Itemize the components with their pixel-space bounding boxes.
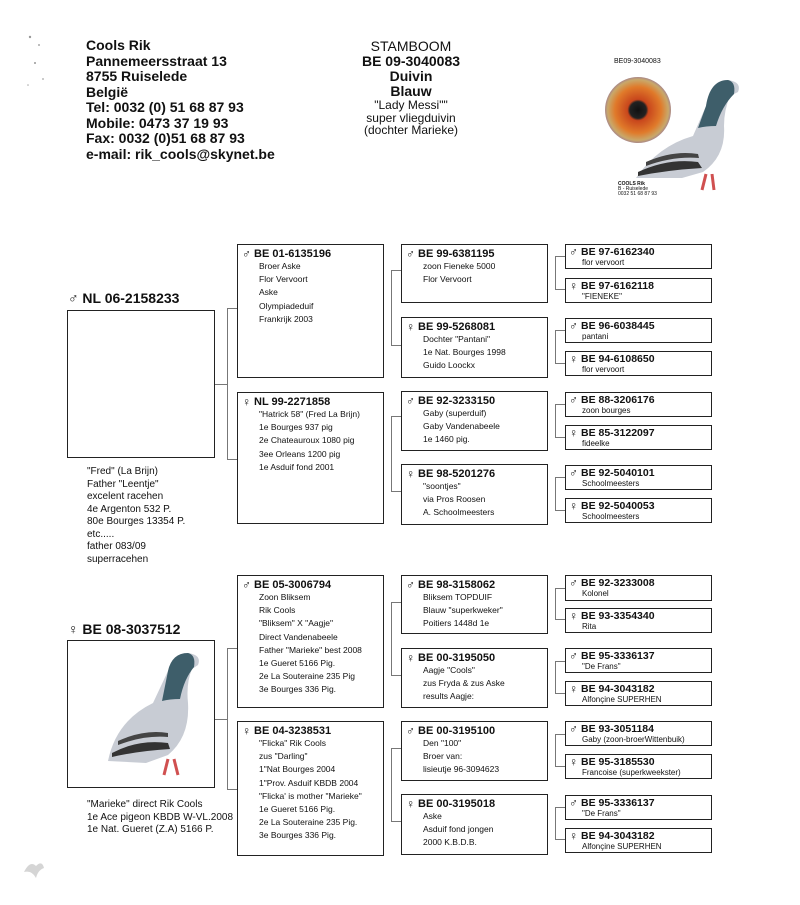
photo-brand: COOLS Rik [618,181,645,187]
dam-info: "Marieke" direct Rik Cools 1e Ace pigeon KBDB W-VL.2008 1e Nat. Gueret (Z.A) 5166 P. [87,799,234,835]
gen4-ring: BE 93-3354340 [581,610,655,622]
pigeon-photo [598,54,748,204]
gen4-ring: BE 85-3122097 [581,427,655,439]
breeder-city: 8755 Ruiselede [86,68,188,84]
sire-connector [227,308,237,460]
g2-connector-2 [391,416,401,492]
dam-photo [67,640,215,788]
gen4-box-9: ♂ BE 92-3233008 Kolonel [565,575,712,601]
female-symbol-icon: ♀ [68,621,79,637]
gen4-ring: BE 94-3043182 [581,683,655,695]
gen4-box-8: ♀ BE 92-5040053 Schoolmeesters [565,498,712,523]
gen3-box-1: ♂ BE 99-6381195 zoon Fieneke 5000 Flor Vervoort [401,244,548,303]
male-symbol-icon: ♂ [569,795,578,810]
gen2-box-1: ♂ BE 01-6135196 Broer Aske Flor Vervoort Aske Olympiadeduif Frankrijk 2003 [237,244,384,378]
watermark-logo [22,858,46,885]
breeder-mobile: Mobile: 0473 37 19 93 [86,114,229,131]
gen3-box-6: ♀ BE 00-3195050 Aagje "Cools" zus Fryda & zus Aske results Aagje: [401,648,548,708]
breeder-email: e-mail: rik_cools@skynet.be [86,145,275,162]
gen4-box-2: ♀ BE 97-6162118 "FIENEKE" [565,278,712,303]
sire-tick [215,384,227,385]
scan-speckles [25,33,55,93]
gen3-box-5: ♂ BE 98-3158062 Bliksem TOPDUIF Blauw "superkweker" Poitiers 1448d 1e [401,575,548,634]
female-symbol-icon: ♀ [569,498,578,513]
gen3-box-3: ♂ BE 92-3233150 Gaby (superduif) Gaby Vandenabeele 1e 1460 pig. [401,391,548,451]
g3-connector-1 [555,256,565,290]
gen4-ring: BE 88-3206176 [581,394,655,406]
gen4-ring: BE 97-6162340 [581,246,655,258]
pedigree-header [326,39,496,137]
dam-tick [215,719,227,720]
male-symbol-icon: ♂ [569,318,578,333]
gen4-box-11: ♂ BE 95-3336137 "De Frans" [565,648,712,673]
gen3-ring: BE 98-3158062 [418,579,496,591]
female-symbol-icon: ♀ [242,394,251,409]
gen3-ring: BE 92-3233150 [418,395,496,407]
gen4-box-14: ♀ BE 95-3185530 Francoise (superkweekster) [565,754,712,779]
breeder-tel: Tel: 0032 (0) 51 68 87 93 [86,99,244,115]
gen4-ring: BE 92-3233008 [581,577,655,589]
gen2-box-3: ♂ BE 05-3006794 Zoon Bliksem Rik Cools "Bliksem" X "Aagje" Direct Vandenabeele Father "Marieke" best 2008 1e Gueret 5166 Pig. 2e La Souteraine 235 Pig 3e Bourges 336 Pig. [237,575,384,708]
male-symbol-icon: ♂ [242,577,251,592]
gen3-box-7: ♂ BE 00-3195100 Den "100" Broer van: lisieutje 96-3094623 [401,721,548,781]
pigeon-desc-2: (dochter Marieke) [363,123,459,137]
female-symbol-icon: ♀ [569,681,578,696]
sire-ring: ♂ NL 06-2158233 [68,290,180,306]
pedigree-title: STAMBOOM [370,38,452,54]
pigeon-image [68,641,213,786]
gen2-ring: BE 05-3006794 [254,579,332,591]
sire-info: "Fred" (La Brijn) Father "Leentje" excelent racehen 4e Argenton 532 P. 80e Bourges 13354 P. etc..... father 083/09 superracehen [87,466,186,565]
gen4-box-3: ♂ BE 96-6038445 pantani [565,318,712,343]
gen4-box-12: ♀ BE 94-3043182 Alfonçine SUPERHEN [565,681,712,706]
female-symbol-icon: ♀ [242,723,251,738]
g3-connector-4 [555,477,565,511]
female-symbol-icon: ♀ [406,796,415,811]
gen4-ring: BE 93-3051184 [581,723,654,735]
male-symbol-icon: ♂ [68,290,79,306]
breeder-fax: Fax: 0032 (0)51 68 87 93 [86,130,245,146]
pigeon-desc-1: super vliegduivin [366,110,456,125]
breeder-country: België [86,83,129,100]
gen4-box-10: ♀ BE 93-3354340 Rita [565,608,712,633]
pigeon-color: Blauw [390,83,432,99]
breeder-contact [86,38,275,162]
gen4-ring: BE 95-3336137 [581,797,655,809]
g3-connector-2 [555,330,565,364]
breeder-name: Cools Rik [86,37,151,53]
gen3-ring: BE 00-3195050 [418,652,496,664]
gen3-box-2: ♀ BE 99-5268081 Dochter "Pantani" 1e Nat. Bourges 1998 Guido Loockx [401,317,548,378]
g2-connector-4 [391,748,401,822]
gen2-box-4: ♀ BE 04-3238531 "Flicka" Rik Cools zus "Darling" 1"Nat Bourges 2004 1"Prov. Asduif KBDB 2004 "Flicka' is mother "Marieke" 1e Gueret 5166 Pig. 2e La Souteraine 235 Pig. 3e Bourges 336 Pig. [237,721,384,856]
gen2-box-2: ♀ NL 99-2271858 "Hatrick 58" (Fred La Brijn) 1e Bourges 937 pig 2e Chateauroux 1080 pig 3ee Orleans 1200 pig 1e Asduif fond 2001 [237,392,384,524]
pigeon-nickname: "Lady Messi"" [374,98,448,112]
photo-brand-phone: 0032 51 68 87 93 [618,191,657,197]
male-symbol-icon: ♂ [569,244,578,259]
female-symbol-icon: ♀ [569,608,578,623]
female-symbol-icon: ♀ [569,828,578,843]
gen4-box-1: ♂ BE 97-6162340 flor vervoort [565,244,712,269]
gen4-ring: BE 94-6108650 [581,353,655,365]
photo-ring-caption: BE09-3040083 [614,58,661,65]
g3-connector-8 [555,807,565,840]
g3-connector-5 [555,588,565,620]
gen2-ring: BE 01-6135196 [254,248,332,260]
male-symbol-icon: ♂ [406,723,415,738]
gen4-ring: BE 95-3185530 [581,756,655,768]
gen3-ring: BE 00-3195100 [418,725,496,737]
gen3-ring: BE 98-5201276 [418,468,496,480]
sire-photo-placeholder [67,310,215,458]
male-symbol-icon: ♂ [406,393,415,408]
female-symbol-icon: ♀ [406,650,415,665]
gen3-ring: BE 99-5268081 [418,321,496,333]
g2-connector-3 [391,602,401,676]
gen2-ring: BE 04-3238531 [254,725,332,737]
gen4-ring: BE 92-5040101 [581,467,655,479]
gen4-ring: BE 96-6038445 [581,320,655,332]
pigeon-sex: Duivin [389,68,433,84]
female-symbol-icon: ♀ [569,425,578,440]
female-symbol-icon: ♀ [569,278,578,293]
gen4-box-5: ♂ BE 88-3206176 zoon bourges [565,392,712,417]
pigeon-ring: BE 09-3040083 [361,53,461,69]
g3-connector-3 [555,404,565,438]
g3-connector-7 [555,734,565,767]
gen4-ring: BE 97-6162118 [581,280,654,292]
dam-connector [227,648,237,790]
g3-connector-6 [555,661,565,694]
female-symbol-icon: ♀ [569,351,578,366]
female-symbol-icon: ♀ [406,466,415,481]
female-symbol-icon: ♀ [406,319,415,334]
male-symbol-icon: ♂ [569,465,578,480]
gen4-box-4: ♀ BE 94-6108650 flor vervoort [565,351,712,376]
gen4-box-13: ♂ BE 93-3051184 Gaby (zoon-broerWittenbuik) [565,721,712,746]
gen4-box-15: ♂ BE 95-3336137 "De Frans" [565,795,712,820]
male-symbol-icon: ♂ [569,721,578,736]
male-symbol-icon: ♂ [569,648,578,663]
male-symbol-icon: ♂ [242,246,251,261]
dam-ring: ♀ BE 08-3037512 [68,621,181,637]
g2-connector-1 [391,270,401,346]
gen4-box-16: ♀ BE 94-3043182 Alfonçine SUPERHEN [565,828,712,853]
male-symbol-icon: ♂ [406,577,415,592]
gen3-ring: BE 00-3195018 [418,798,496,810]
gen4-ring: BE 94-3043182 [581,830,655,842]
gen3-box-4: ♀ BE 98-5201276 "soontjes" via Pros Roosen A. Schoolmeesters [401,464,548,525]
photo-brand-city: B - Ruiselede [618,186,649,192]
breeder-street: Pannemeersstraat 13 [86,52,227,69]
gen4-box-6: ♀ BE 85-3122097 fideelke [565,425,712,450]
gen3-box-8: ♀ BE 00-3195018 Aske Asduif fond jongen 2000 K.B.D.B. [401,794,548,855]
male-symbol-icon: ♂ [569,575,578,590]
gen3-ring: BE 99-6381195 [418,248,495,260]
gen4-ring: BE 92-5040053 [581,500,655,512]
gen2-ring: NL 99-2271858 [254,396,331,408]
female-symbol-icon: ♀ [569,754,578,769]
male-symbol-icon: ♂ [406,246,415,261]
pigeon-eye-and-bird-image [598,66,748,196]
gen4-ring: BE 95-3336137 [581,650,655,662]
male-symbol-icon: ♂ [569,392,578,407]
gen4-box-7: ♂ BE 92-5040101 Schoolmeesters [565,465,712,490]
